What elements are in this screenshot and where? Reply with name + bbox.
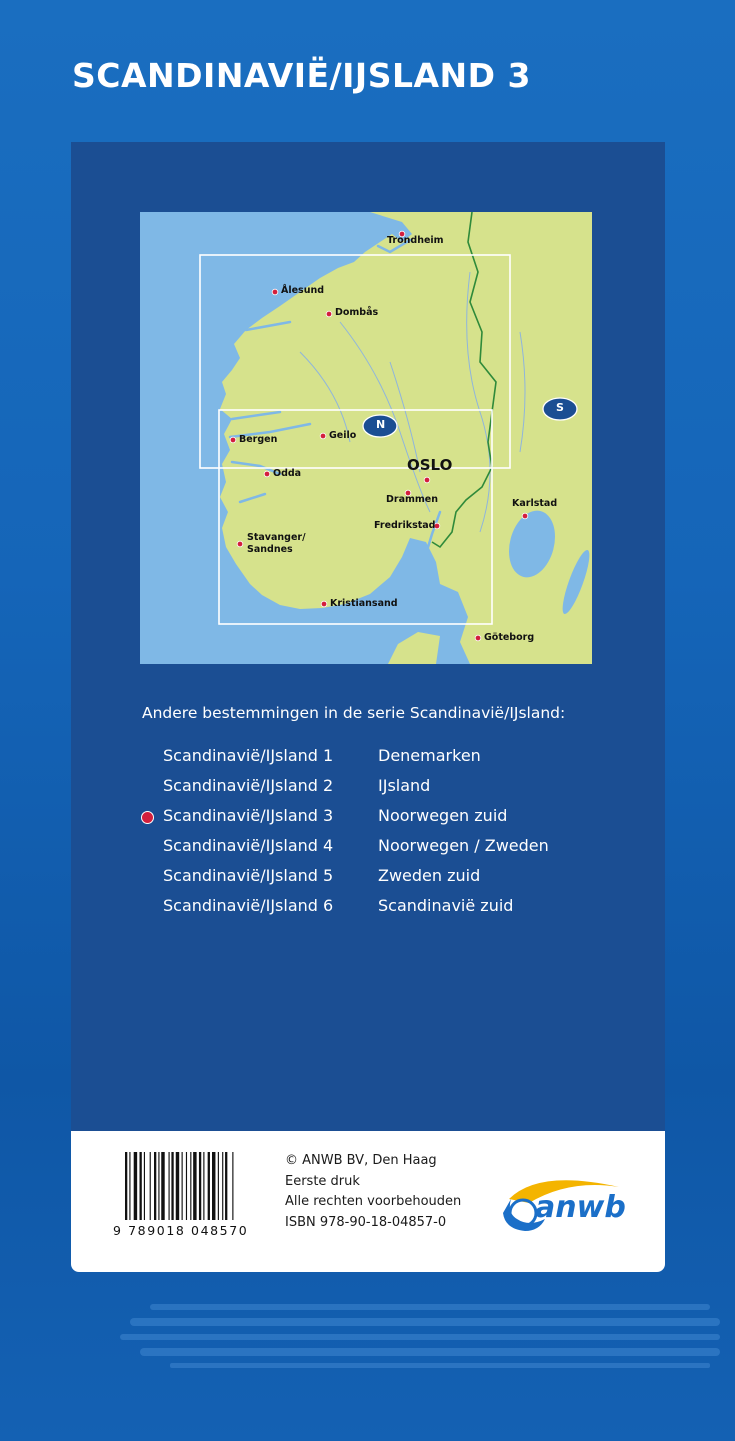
barcode-bar: [186, 1152, 187, 1220]
page-title: SCANDINAVIË/IJSLAND 3: [72, 56, 531, 95]
rights-line: Alle rechten voorbehouden: [285, 1194, 462, 1209]
barcode-bar: [161, 1152, 164, 1220]
series-item-name: Scandinavië/IJsland 4: [163, 836, 334, 855]
city-label: Geilo: [329, 430, 357, 441]
city-label: Göteborg: [484, 632, 535, 643]
series-item-current: [140, 802, 600, 832]
barcode-digits: 9 789018 048570: [113, 1223, 249, 1238]
series-item-name: Scandinavië/IJsland 6: [163, 896, 334, 915]
barcode-bar: [193, 1152, 196, 1220]
barcode-bar: [232, 1152, 233, 1220]
series-list: [140, 742, 600, 922]
city-label: Stavanger/: [247, 532, 306, 543]
barcode-bar: [129, 1152, 130, 1220]
city-label: Kristiansand: [330, 598, 398, 609]
barcode-bar: [203, 1152, 204, 1220]
barcode-bar: [169, 1152, 170, 1220]
barcode-bar: [125, 1152, 127, 1220]
barcode-bar: [140, 1152, 142, 1220]
series-item-region: Scandinavië zuid: [378, 896, 514, 915]
barcode-bar: [190, 1152, 191, 1220]
imprint-text: [285, 1151, 461, 1233]
imprint-card: [71, 1131, 665, 1272]
series-heading: Andere bestemmingen in de serie Scandinavië/IJsland:: [142, 704, 566, 722]
barcode-bar: [176, 1152, 179, 1220]
edition-line: Eerste druk: [285, 1173, 360, 1189]
capital-label: OSLO: [407, 456, 453, 474]
series-item: [140, 742, 600, 772]
city-label: Drammen: [386, 494, 438, 505]
city-label: Bergen: [239, 434, 278, 445]
badge-label-norway: N: [376, 418, 386, 431]
series-item-region: Zweden zuid: [378, 866, 481, 885]
series-item-name: Scandinavië/IJsland 1: [163, 746, 334, 765]
barcode-bar: [158, 1152, 159, 1220]
anwb-logo: [499, 1169, 634, 1239]
series-item: [140, 772, 600, 802]
series-item-region: IJsland: [378, 776, 431, 795]
barcode-bar: [182, 1152, 183, 1220]
barcode-bar: [212, 1152, 215, 1220]
city-label: Karlstad: [512, 498, 558, 509]
isbn-line: ISBN 978-90-18-04857-0: [285, 1214, 447, 1230]
barcode-bar: [144, 1152, 145, 1220]
city-label: Odda: [273, 468, 302, 479]
city-label: Dombås: [335, 307, 379, 318]
tire-tread-decoration: [110, 1300, 735, 1375]
series-item-region: Noorwegen zuid: [378, 806, 508, 825]
series-item-name: Scandinavië/IJsland 2: [163, 776, 334, 795]
series-item-region: Denemarken: [378, 746, 481, 765]
logo-wordmark: anwb: [535, 1190, 626, 1225]
copyright-line: © ANWB BV, Den Haag: [285, 1153, 437, 1168]
series-item-region: Noorwegen / Zweden: [378, 836, 549, 855]
barcode-bar: [154, 1152, 156, 1220]
badge-label-sweden: S: [556, 401, 564, 414]
barcode-bar: [171, 1152, 173, 1220]
barcode-bar: [222, 1152, 223, 1220]
series-item: [140, 862, 600, 892]
city-label: Ålesund: [281, 285, 325, 296]
barcode-bar: [208, 1152, 210, 1220]
barcode-bar: [218, 1152, 219, 1220]
series-item-name: Scandinavië/IJsland 5: [163, 866, 334, 885]
barcode-bar: [134, 1152, 137, 1220]
series-item: [140, 832, 600, 862]
barcode-bar: [225, 1152, 227, 1220]
series-item-name: Scandinavië/IJsland 3: [163, 806, 334, 825]
series-item: [140, 892, 600, 922]
city-label: Fredrikstad: [374, 520, 436, 531]
barcode-bar: [199, 1152, 201, 1220]
city-label: Trondheim: [387, 235, 444, 246]
overview-map: [140, 212, 592, 664]
barcode: [125, 1152, 265, 1220]
barcode-bar: [150, 1152, 151, 1220]
city-label: Sandnes: [247, 544, 293, 555]
current-item-dot-icon: [141, 811, 154, 824]
